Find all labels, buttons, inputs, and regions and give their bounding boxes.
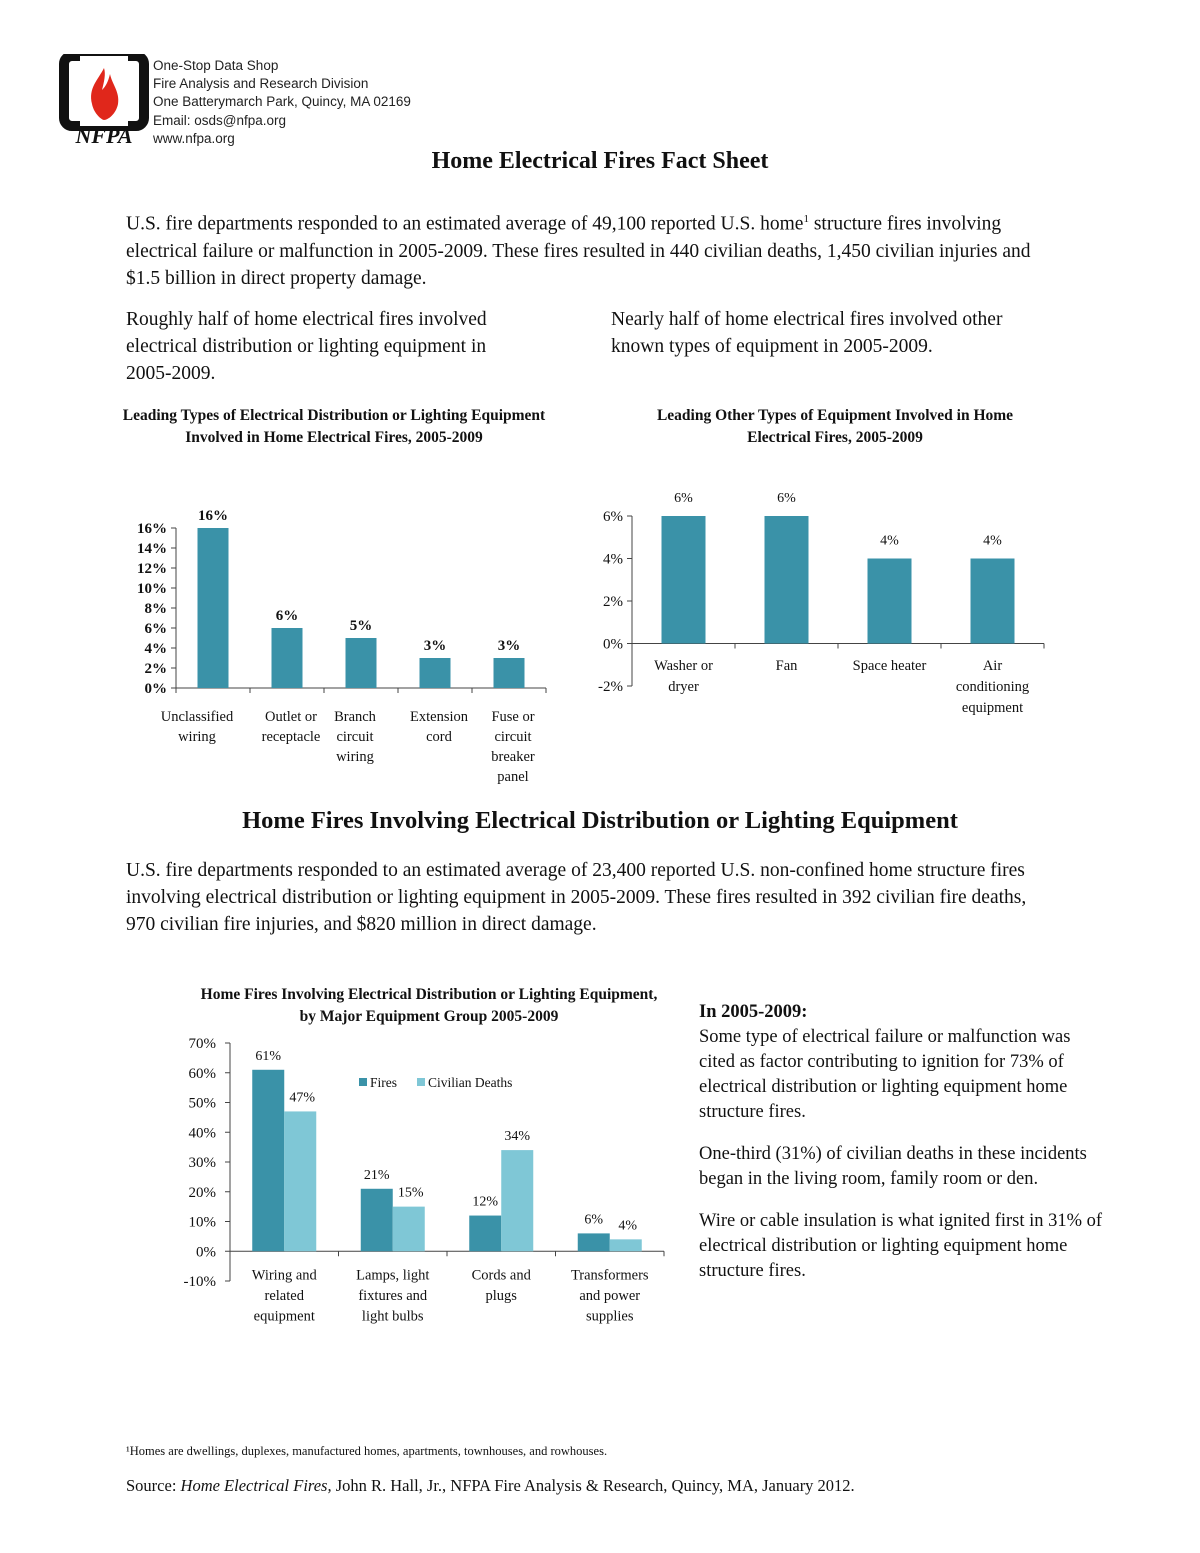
chart1-title: Leading Types of Electrical Distribution or Lighting Equipment Involved in Home Electrical Fires, 2005-2009 [122,407,546,446]
data-label: 3% [423,638,447,654]
chart3-major-equipment-group [150,1030,680,1330]
chart3-title: Home Fires Involving Electrical Distribution or Lighting Equipment, by Major Equipment Group 2005-2009 [200,986,658,1025]
category-label: conditioning [955,679,1030,695]
bar [420,658,451,688]
side-fact-2: One-third (31%) of civilian deaths in these incidents began in the living room, family room or den. [699,1144,1087,1189]
footnote: ¹Homes are dwellings, duplexes, manufactured homes, apartments, townhouses, and rowhouses. [126,1444,608,1458]
category-label: breaker [491,749,535,765]
category-label: wiring [178,729,216,745]
footnote-marker: 1 [803,213,809,225]
bar-fires [469,1216,501,1252]
header-website: www.nfpa.org [153,130,235,146]
category-label: equipment [961,700,1024,716]
side-facts [699,1000,1109,1301]
category-label: plugs [485,1287,517,1304]
category-label: Outlet or [265,709,317,725]
y-tick-label: 50% [188,1095,216,1112]
source-title: Home Electrical Fires, [180,1476,332,1495]
header-contact [153,57,411,148]
category-label: and power [579,1287,641,1304]
left-column-text: Roughly half of home electrical fires involved electrical distribution or lighting equipment in 2005-2009. [126,309,487,384]
section2-title: Home Fires Involving Electrical Distribution or Lighting Equipment [242,807,958,834]
category-label: Cords and [471,1267,531,1284]
data-label: 4% [983,533,1002,549]
y-tick-label: 0% [144,681,167,697]
side-heading: In 2005-2009: [699,1002,808,1022]
y-tick-label: 4% [603,551,623,568]
category-label: dryer [668,679,699,695]
bar-fires [361,1189,393,1251]
bar-fires [578,1233,610,1251]
y-tick-label: 2% [144,661,167,677]
data-label: 5% [349,618,373,634]
data-label: 34% [504,1129,531,1145]
y-tick-label: 6% [603,509,623,525]
legend-swatch [359,1078,367,1086]
y-tick-label: 10% [137,581,167,597]
header-email: Email: osds@nfpa.org [153,112,287,128]
data-label: 6% [777,491,796,506]
category-label: panel [497,769,529,785]
intro-paragraph [126,206,1066,292]
y-tick-label: 0% [196,1244,216,1261]
bar [868,559,912,644]
y-tick-label: 10% [188,1214,216,1231]
source-prefix: Source: [126,1476,181,1495]
category-label: Washer or [654,658,713,674]
y-tick-label: -10% [183,1274,216,1290]
bar [272,628,303,688]
data-label: 6% [275,608,299,624]
data-label: 4% [618,1218,638,1234]
header-line: One-Stop Data Shop [153,58,279,73]
category-label: receptacle [261,729,321,745]
bar-civilian-deaths [610,1239,642,1251]
y-tick-label: 20% [188,1184,216,1201]
category-label: circuit [494,729,532,745]
y-tick-label: 14% [137,541,167,557]
bar [494,658,525,688]
category-label: Wiring and [251,1267,317,1284]
legend-label: Civilian Deaths [428,1075,513,1090]
y-tick-label: 60% [188,1065,216,1082]
category-label: Fuse or [491,709,535,725]
chart1-distribution-equipment [110,480,560,795]
category-label: Extension [410,709,468,725]
y-tick-label: 40% [188,1125,216,1142]
y-tick-label: 30% [188,1155,216,1171]
section2-paragraph: U.S. fire departments responded to an estimated average of 23,400 reported U.S. non-confined home structure fires involving electrical distribution or lighting equipment in 2005-2009. These fires resulted in 392 civilian fire deaths, 970 civilian fire injuries, and $820 million in direct damage. [126,860,1027,935]
bar-civilian-deaths [393,1207,425,1252]
category-label: circuit [336,729,374,745]
data-label: 12% [472,1194,499,1210]
category-label: equipment [253,1308,315,1325]
chart2-other-equipment [560,480,1060,720]
y-tick-label: 70% [188,1036,216,1052]
y-tick-label: 2% [603,594,623,610]
header-line: One Batterymarch Park, Quincy, MA 02169 [153,94,411,110]
bar-civilian-deaths [501,1150,533,1251]
bar [662,516,706,644]
category-label: wiring [336,749,374,765]
data-label: 61% [255,1048,282,1064]
category-label: Air [982,658,1003,674]
y-tick-label: 16% [137,521,167,537]
bar [971,559,1015,644]
category-label: Fan [775,658,798,674]
side-fact-1: Some type of electrical failure or malfunction was cited as factor contributing to ignition for 73% of electrical distribution or lighting equipment home structure fires. [699,1027,1071,1122]
y-tick-label: 0% [603,636,623,653]
category-label: Unclassified [160,709,234,725]
category-label: related [264,1287,304,1304]
data-label: 47% [289,1090,316,1106]
category-label: Branch [334,709,376,725]
page-title: Home Electrical Fires Fact Sheet [431,148,769,174]
right-column-text: Nearly half of home electrical fires involved other known types of equipment in 2005-2009. [611,309,1003,357]
side-fact-3: Wire or cable insulation is what ignited first in 31% of electrical distribution or lighting equipment home structure fires. [699,1211,1103,1281]
data-label: 16% [198,508,228,524]
y-tick-label: -2% [598,679,623,695]
legend-swatch [417,1078,425,1086]
bar-fires [252,1070,284,1251]
y-tick-label: 4% [144,641,167,657]
data-label: 6% [674,491,693,506]
intro-text: U.S. fire departments responded to an estimated average of 49,100 reported U.S. home [126,213,804,235]
y-tick-label: 8% [144,601,167,617]
category-label: Space heater [852,658,927,674]
category-label: light bulbs [361,1308,424,1325]
data-label: 21% [363,1167,390,1183]
y-tick-label: 12% [137,561,167,577]
nfpa-logo-graphic [58,54,150,146]
header-line: Fire Analysis and Research Division [153,76,369,92]
data-label: 6% [584,1212,604,1228]
chart2-title: Leading Other Types of Equipment Involved in Home Electrical Fires, 2005-2009 [656,407,1014,446]
bar [765,516,809,644]
bar [198,528,229,688]
category-label: Lamps, light [356,1267,430,1284]
nfpa-logo [58,54,150,146]
source-citation [126,1476,855,1496]
category-label: Transformers [570,1267,649,1284]
category-label: cord [426,729,452,745]
legend-label: Fires [370,1075,397,1090]
data-label: 4% [880,533,899,549]
source-rest: John R. Hall, Jr., NFPA Fire Analysis & Research, Quincy, MA, January 2012. [331,1476,855,1495]
bar-civilian-deaths [284,1111,316,1251]
y-tick-label: 6% [144,621,167,637]
category-label: supplies [585,1308,634,1325]
category-label: fixtures and [358,1287,428,1304]
data-label: 3% [497,638,521,654]
data-label: 15% [397,1185,424,1201]
logo-text: NFPA [75,123,133,146]
intro-text-cont: structure fires involving electrical failure or malfunction in 2005-2009. These fires resulted in 440 civilian deaths, 1,450 civilian injuries and $1.5 billion in direct property damage. [126,213,1031,289]
bar [346,638,377,688]
